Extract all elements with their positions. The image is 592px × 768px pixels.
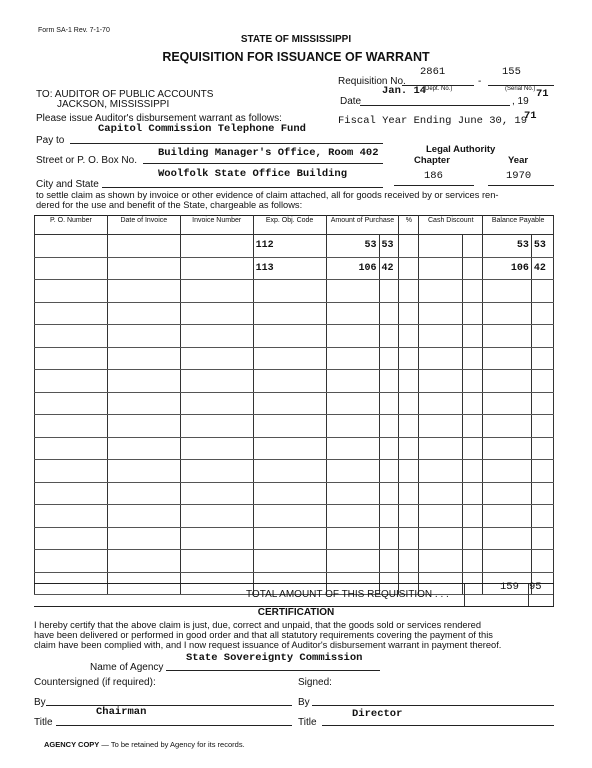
legal-authority-heading: Legal Authority <box>426 144 496 155</box>
dept-no-hint: (Dept. No.) <box>423 86 453 92</box>
table-row <box>35 325 554 348</box>
city-label: City and State <box>36 179 99 190</box>
certification-line1: I hereby certify that the above claim is just, due, correct and unpaid, that the goods sold or services rendered <box>34 620 482 630</box>
dept-number-value[interactable]: 2861 <box>420 66 446 78</box>
year-prefix: , 19 <box>512 96 529 107</box>
date-value[interactable]: Jan. 14 <box>382 85 427 97</box>
city-value[interactable]: Woolfolk State Office Building <box>158 168 348 180</box>
header-po-number: P. O. Number <box>35 216 108 235</box>
date-label: Date <box>340 96 362 107</box>
agency-copy-bold: AGENCY COPY <box>44 740 100 749</box>
right-by-label: By <box>298 697 310 708</box>
to-auditor-line: TO: AUDITOR OF PUBLIC ACCOUNTS <box>36 89 214 100</box>
amount-cents-cell[interactable]: 53 <box>379 235 399 258</box>
certification-line2: have been delivered or performed in good order and that all statutory requirements covering the payment of this <box>34 630 493 640</box>
balance-dollars-cell[interactable]: 53 <box>483 235 532 258</box>
balance-cents-cell[interactable]: 53 <box>531 235 553 258</box>
right-title-label: Title <box>298 717 317 728</box>
amount-cents-cell[interactable]: 42 <box>379 257 399 280</box>
street-value[interactable]: Building Manager's Office, Room 402 <box>158 147 379 159</box>
state-heading: STATE OF MISSISSIPPI <box>240 34 352 45</box>
table-row <box>35 482 554 505</box>
street-label: Street or P. O. Box No. <box>36 155 137 166</box>
signed-label: Signed: <box>298 677 332 688</box>
header-date-of-invoice: Date of Invoice <box>107 216 180 235</box>
header-cash-discount: Cash Discount <box>419 216 483 235</box>
left-title-value[interactable]: Chairman <box>96 706 147 718</box>
jackson-line: JACKSON, MISSISSIPPI <box>57 99 170 110</box>
table-row <box>35 437 554 460</box>
table-row <box>35 392 554 415</box>
pay-to-label: Pay to <box>36 135 65 146</box>
right-title-value[interactable]: Director <box>352 708 403 720</box>
table-row <box>35 302 554 325</box>
total-cents-value[interactable]: 95 <box>529 581 542 593</box>
table-row <box>35 527 554 550</box>
table-row <box>35 257 554 280</box>
settle-text-line1: to settle claim as shown by invoice or other evidence of claim attached, all for goods received by or services ren- <box>36 190 499 200</box>
requisition-label: Requisition No. <box>338 76 406 87</box>
chapter-value[interactable]: 186 <box>424 170 443 182</box>
requisition-dash: - <box>478 76 482 87</box>
header-exp-obj-code: Exp. Obj. Code <box>253 216 326 235</box>
countersigned-label: Countersigned (if required): <box>34 677 156 688</box>
fiscal-year-value[interactable]: 71 <box>524 110 537 122</box>
table-row <box>35 370 554 393</box>
total-row <box>34 583 554 607</box>
left-title-label: Title <box>34 717 53 728</box>
agency-name-label: Name of Agency <box>90 662 164 673</box>
agency-copy-rest: — To be retained by Agency for its records. <box>99 740 245 749</box>
table-row <box>35 505 554 528</box>
balance-dollars-cell[interactable]: 106 <box>483 257 532 280</box>
amount-dollars-cell[interactable]: 106 <box>326 257 379 280</box>
table-row <box>35 415 554 438</box>
header-invoice-number: Invoice Number <box>180 216 253 235</box>
header-amount-of-purchase: Amount of Purchase <box>326 216 399 235</box>
header-balance-payable: Balance Payable <box>483 216 554 235</box>
exp-code-cell[interactable]: 113 <box>253 257 326 280</box>
table-row <box>35 347 554 370</box>
legal-year-value[interactable]: 1970 <box>506 170 532 182</box>
page-title: REQUISITION FOR ISSUANCE OF WARRANT <box>162 50 430 64</box>
date-year-value[interactable]: 71 <box>536 88 549 100</box>
form-number: Form SA-1 Rev. 7-1-70 <box>38 27 110 34</box>
certification-heading: CERTIFICATION <box>257 607 335 618</box>
total-label: TOTAL AMOUNT OF THIS REQUISITION . . . <box>246 589 449 600</box>
settle-text-line2: dered for the use and benefit of the State, chargeable as follows: <box>36 200 303 210</box>
header-percent: % <box>399 216 419 235</box>
agency-name-value[interactable]: State Sovereignty Commission <box>186 652 363 664</box>
certification-line3: claim have been complied with, and I now request issuance of Auditor's disbursement warrant in payment thereof. <box>34 640 502 650</box>
pay-to-value[interactable]: Capitol Commission Telephone Fund <box>98 123 306 135</box>
instruction-text: Please issue Auditor's disbursement warrant as follows: <box>36 113 282 124</box>
amount-dollars-cell[interactable]: 53 <box>326 235 379 258</box>
table-row <box>35 235 554 258</box>
year-label: Year <box>508 155 529 166</box>
chapter-label: Chapter <box>414 155 450 166</box>
total-dollars-value[interactable]: 159 <box>500 581 519 593</box>
table-row <box>35 280 554 303</box>
items-table <box>34 215 554 595</box>
exp-code-cell[interactable]: 112 <box>253 235 326 258</box>
table-row <box>35 460 554 483</box>
left-by-label: By <box>34 697 46 708</box>
serial-number-value[interactable]: 155 <box>502 66 521 78</box>
balance-cents-cell[interactable]: 42 <box>531 257 553 280</box>
fiscal-year-label: Fiscal Year Ending June 30, 19 <box>338 115 528 127</box>
serial-no-hint: (Serial No.) <box>505 86 536 92</box>
agency-copy-note <box>44 740 245 749</box>
table-row <box>35 550 554 573</box>
